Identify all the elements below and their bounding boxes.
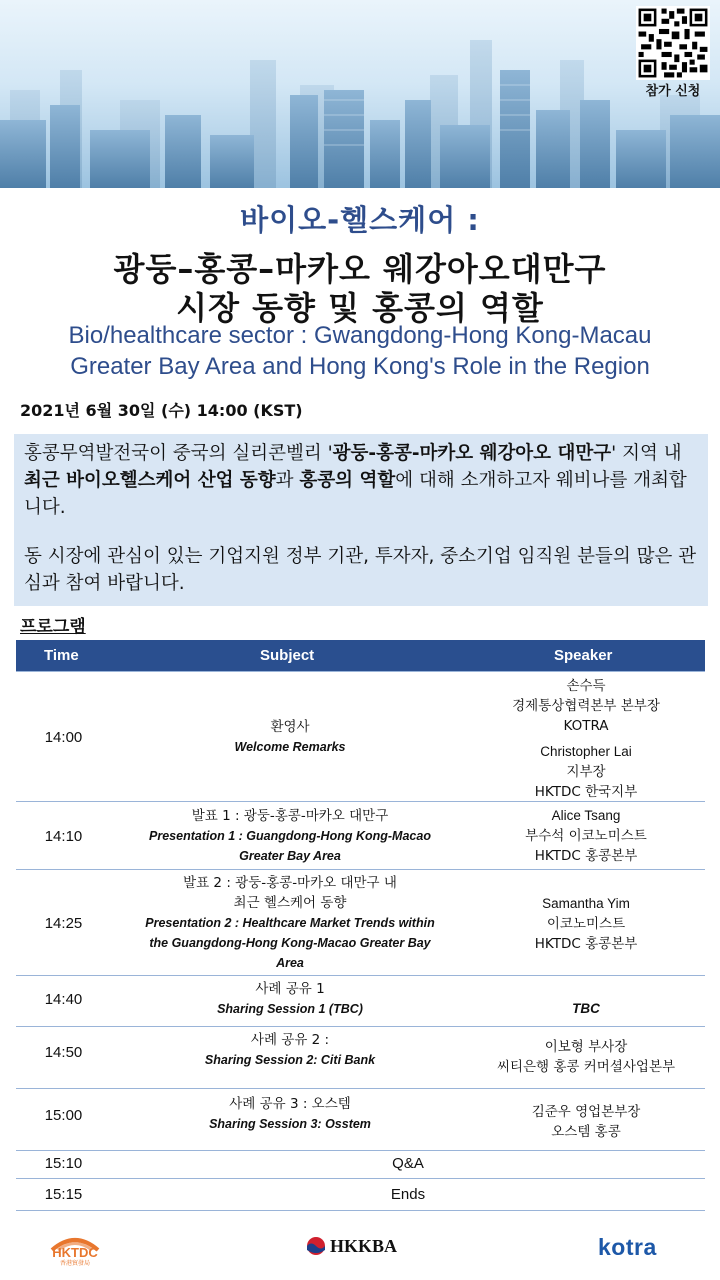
subject-english: Presentation 2 : Healthcare Market Trends within — [145, 916, 435, 930]
speaker-name: Alice Tsang — [551, 808, 621, 823]
subject-korean: 최근 헬스케어 동향 — [233, 895, 347, 911]
row-2-time: 14:10 — [44, 828, 83, 845]
title-english-line-2: Greater Bay Area and Hong Kong's Role in the Region — [70, 353, 650, 380]
row-6-speaker — [466, 1102, 706, 1142]
row-2-speaker — [466, 806, 706, 866]
row-8-label: Ends — [390, 1186, 426, 1203]
header-speaker: Speaker — [554, 647, 613, 664]
schedule-table-header — [16, 640, 705, 671]
subject-english: Sharing Session 1 (TBC) — [217, 1002, 363, 1016]
speaker-name: 이보형 부사장 — [544, 1039, 628, 1055]
subject-korean: 환영사 — [270, 719, 310, 735]
title-korean-line-2: 시장 동향 및 홍콩의 역할 — [176, 289, 544, 327]
subject-english: Welcome Remarks — [234, 740, 346, 754]
speaker-org: HKTDC 홍콩본부 — [534, 936, 638, 952]
row-4-speaker: TBC — [572, 1001, 600, 1016]
row-1-time: 14:00 — [44, 729, 83, 746]
kotra-logo: kotra — [598, 1234, 657, 1260]
row-divider — [16, 1088, 705, 1089]
subject-english: Sharing Session 3: Osstem — [209, 1117, 371, 1131]
qr-code-icon[interactable] — [636, 6, 710, 80]
speaker-org: 씨티은행 홍콩 커머셜사업본부 — [496, 1059, 676, 1075]
intro-highlight-trend: 최근 바이오헬스케어 산업 동향 — [24, 470, 276, 491]
program-heading: 프로그램 — [20, 617, 86, 637]
speaker-title: 경제통상협력본부 본부장 — [512, 698, 660, 714]
row-5-time: 14:50 — [44, 1044, 83, 1061]
speaker-name: Christopher Lai — [540, 744, 632, 759]
subject-english: the Guangdong-Hong Kong-Macao Greater Bay — [149, 936, 431, 950]
row-divider — [16, 801, 705, 802]
subject-korean: 발표 1 : 광둥-홍콩-마카오 대만구 — [191, 808, 389, 824]
speaker-name: 손수득 — [566, 678, 606, 694]
row-divider — [16, 1150, 705, 1151]
subject-english: Sharing Session 2: Citi Bank — [204, 1053, 376, 1067]
intro-highlight-role: 홍콩의 역할 — [299, 470, 396, 491]
qr-register-label: 참가 신청 — [645, 84, 701, 99]
subject-korean: 사례 공유 1 — [255, 981, 325, 997]
row-5-speaker — [466, 1037, 706, 1077]
intro-text: 과 — [275, 470, 300, 491]
row-3-time: 14:25 — [44, 915, 83, 932]
speaker-name: 김준우 영업본부장 — [531, 1104, 641, 1120]
row-5-subject — [110, 1030, 470, 1070]
row-8-time: 15:15 — [44, 1186, 83, 1203]
speaker-title: 지부장 — [566, 764, 606, 780]
row-7-time: 15:10 — [44, 1155, 83, 1172]
row-divider — [16, 1210, 705, 1211]
row-divider — [16, 671, 705, 672]
intro-paragraph-2: 동 시장에 관심이 있는 기업지원 정부 기관, 투자자, 중소기업 임직원 분들의 많은 관심과 참여 바랍니다. — [24, 546, 697, 594]
subject-korean: 사례 공유 2 : — [250, 1032, 330, 1048]
subject-korean: 사례 공유 3 : 오스템 — [229, 1096, 351, 1112]
speaker-title: 이코노미스트 — [546, 916, 626, 932]
row-2-subject — [110, 806, 470, 866]
subject-english: Presentation 1 : Guangdong-Hong Kong-Macao — [149, 829, 431, 843]
row-divider — [16, 869, 705, 870]
intro-text: ' 지역 내 — [611, 443, 682, 464]
title-english-line-1: Bio/healthcare sector : Gwangdong-Hong Kong-Macau — [68, 322, 652, 349]
header-subject: Subject — [260, 647, 315, 664]
skyline-illustration — [0, 0, 720, 188]
intro-highlight-region: 광둥-홍콩-마카오 웨강아오 대만구 — [332, 443, 612, 464]
hkkba-emblem-icon — [306, 1236, 326, 1256]
subject-english: Greater Bay Area — [239, 849, 341, 863]
hktdc-logo-text: HKTDC — [52, 1245, 98, 1260]
title-korean-line-1: 광둥–홍콩–마카오 웨강아오대만구 — [113, 250, 607, 288]
row-3-subject — [110, 873, 470, 973]
speaker-org: HKTDC 한국지부 — [534, 784, 638, 800]
speaker-org: HKTDC 홍콩본부 — [534, 848, 638, 864]
intro-box — [14, 434, 708, 606]
row-7-label: Q&A — [392, 1155, 424, 1172]
hktdc-logo — [48, 1228, 102, 1266]
header-time: Time — [44, 647, 79, 664]
intro-text: 홍콩무역발전국이 중국의 실리콘벨리 ' — [24, 443, 333, 464]
row-1-speaker — [466, 676, 706, 802]
row-1-subject — [110, 717, 470, 757]
speaker-org: 오스템 홍콩 — [551, 1124, 621, 1140]
speaker-org: KOTRA — [563, 718, 609, 734]
speaker-name: Samantha Yim — [542, 896, 630, 911]
subject-english: Area — [276, 956, 304, 970]
intro-paragraph-1 — [24, 440, 698, 521]
intro-text: 에 대해 소개하고자 웨비나를 개최합니다. — [24, 470, 687, 518]
row-divider — [16, 1026, 705, 1027]
row-divider — [16, 975, 705, 976]
row-6-subject — [110, 1094, 470, 1134]
row-6-time: 15:00 — [44, 1107, 83, 1124]
row-4-time: 14:40 — [44, 991, 83, 1008]
subject-korean: 발표 2 : 광둥-홍콩-마카오 대만구 내 — [183, 875, 397, 891]
speaker-title: 부수석 이코노미스트 — [525, 828, 647, 844]
title-category: 바이오-헬스케어 : — [240, 203, 480, 237]
row-4-subject — [110, 979, 470, 1019]
hktdc-logo-subtext: 香港貿發局 — [59, 1260, 90, 1267]
row-divider — [16, 1178, 705, 1179]
city-skyline-banner — [0, 0, 720, 188]
event-date: 2021년 6월 30일 (수) 14:00 (KST) — [20, 401, 303, 420]
row-3-speaker — [466, 894, 706, 954]
hkkba-logo-text: HKKBA — [330, 1236, 398, 1256]
